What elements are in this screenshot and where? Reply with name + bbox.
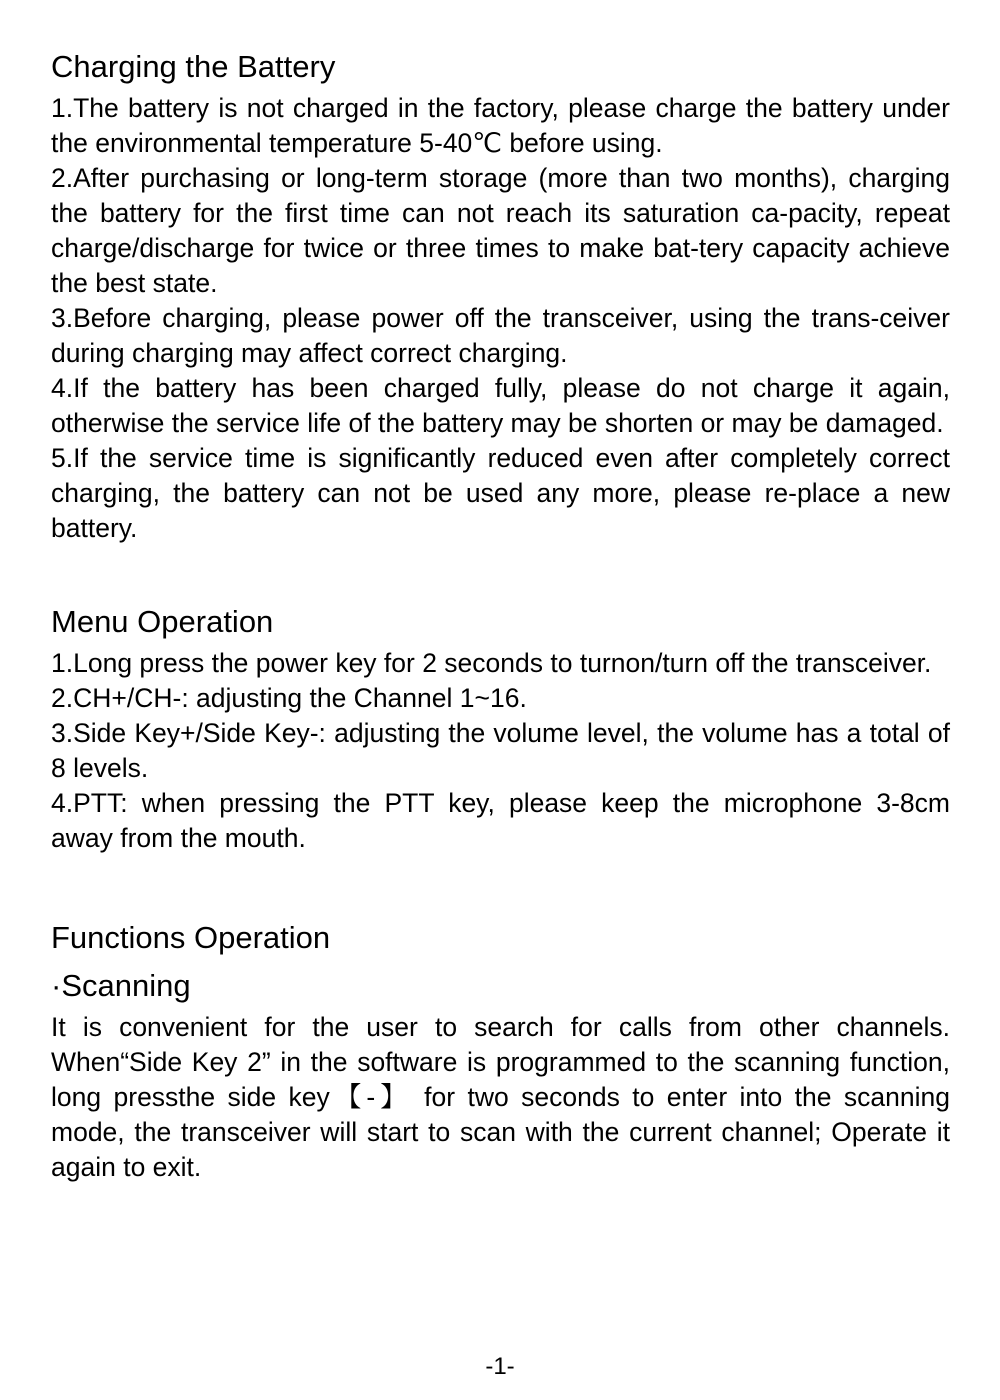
- section-spacer: [51, 546, 950, 598]
- scanning-text: It is convenient for the user to search for calls from other channels. When“Side Key 2” in the software is programmed to the scanning function, long pressthe side key【-】 for two seconds to enter into the scanning mode, the transceiver will start to scan with the current channel; Operate it again to exit.: [51, 1012, 950, 1182]
- charging-item-4: 4.If the battery has been charged fully, please do not charge it again, otherwise the service life of the battery may be shorten or may be damaged.: [51, 373, 950, 438]
- page-number: -1-: [485, 1353, 515, 1380]
- section-title-functions: Functions Operation: [51, 920, 331, 955]
- section-title-menu: Menu Operation: [51, 604, 274, 639]
- charging-item-3: 3.Before charging, please power off the transceiver, using the trans-ceiver during charging may affect correct charging.: [51, 303, 950, 368]
- menu-item-3: 3.Side Key+/Side Key-: adjusting the volume level, the volume has a total of 8 levels.: [51, 718, 950, 783]
- section-spacer: [51, 856, 950, 914]
- charging-item-2: 2.After purchasing or long-term storage (more than two months), charging the battery for the first time can not reach its saturation ca-pacity, repeat charge/discharge for twice or three times to make bat-tery capacity achieve the best state.: [51, 163, 950, 298]
- charging-item-1: 1.The battery is not charged in the factory, please charge the battery under the environmental temperature 5-40℃ before using.: [51, 93, 950, 158]
- manual-page: [51, 43, 950, 1185]
- section-title-charging: Charging the Battery: [51, 49, 336, 84]
- menu-item-1: 1.Long press the power key for 2 seconds to turnon/turn off the transceiver.: [51, 648, 932, 678]
- subsection-title-scanning: ·Scanning: [51, 968, 191, 1003]
- menu-item-2: 2.CH+/CH-: adjusting the Channel 1~16.: [51, 683, 527, 713]
- menu-item-4: 4.PTT: when pressing the PTT key, please keep the microphone 3-8cm away from the mouth.: [51, 788, 950, 853]
- charging-item-5: 5.If the service time is significantly reduced even after completely correct charging, the battery can not be used any more, please re-place a new battery.: [51, 443, 950, 543]
